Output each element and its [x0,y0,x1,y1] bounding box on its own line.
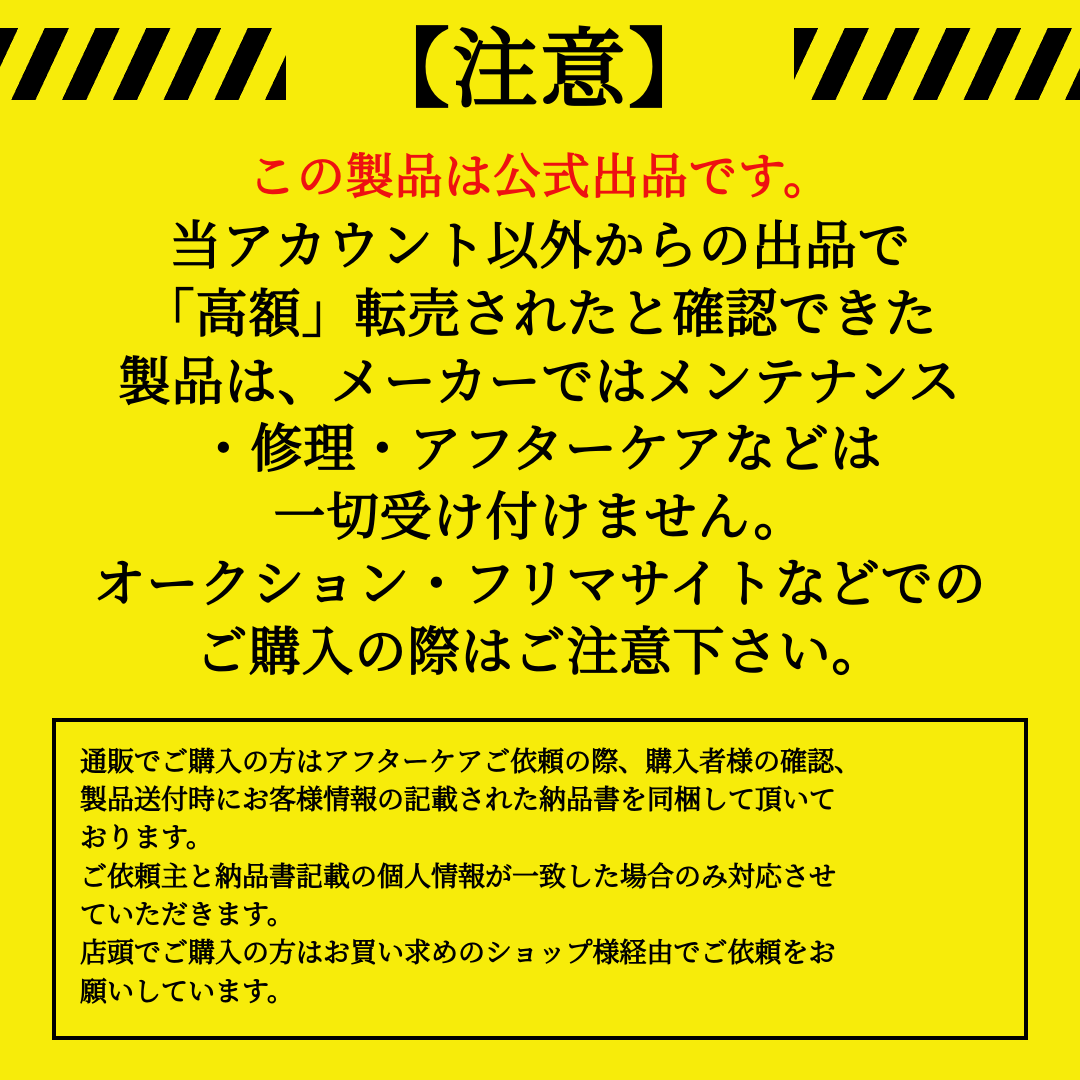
hazard-stripe-right-icon [794,28,1080,100]
note-line-6: 店頭でご購入の方はお買い求めのショップ様経由でご依頼をお [80,938,836,970]
note-line-1: 通販でご購入の方はアフターケアご依頼の際、購入者様の確認、 [80,746,862,778]
message-line-3: 製品は、メーカーではメンテナンス [118,352,962,413]
message-line-1: 当アカウント以外からの出品で [169,217,911,278]
note-line-4: ご依頼主と納品書記載の個人情報が一致した場合のみ対応させ [80,861,836,893]
note-line-3: おります。 [80,823,213,855]
note-line-5: ていただきます。 [80,900,294,932]
message-line-5: 一切受け付けません。 [273,487,807,548]
main-message [0,146,1080,688]
hazard-stripe-left-icon [0,28,286,100]
note-line-2: 製品送付時にお客様情報の記載された納品書を同梱して頂いて [80,785,836,817]
message-line-6: オークション・フリマサイトなどでの [93,555,987,616]
message-line-2: 「高額」転売されたと確認できた [142,284,938,345]
note-box [52,718,1028,1040]
note-line-7: 願いしています。 [80,976,294,1008]
poster-header [0,0,1080,140]
message-line-4: ・修理・アフターケアなどは [197,420,883,481]
message-line-7: ご購入の際はご注意下さい。 [195,622,885,683]
page-title: 【注意】 [364,20,716,120]
official-listing-highlight: この製品は公式出品です。 [247,149,833,205]
